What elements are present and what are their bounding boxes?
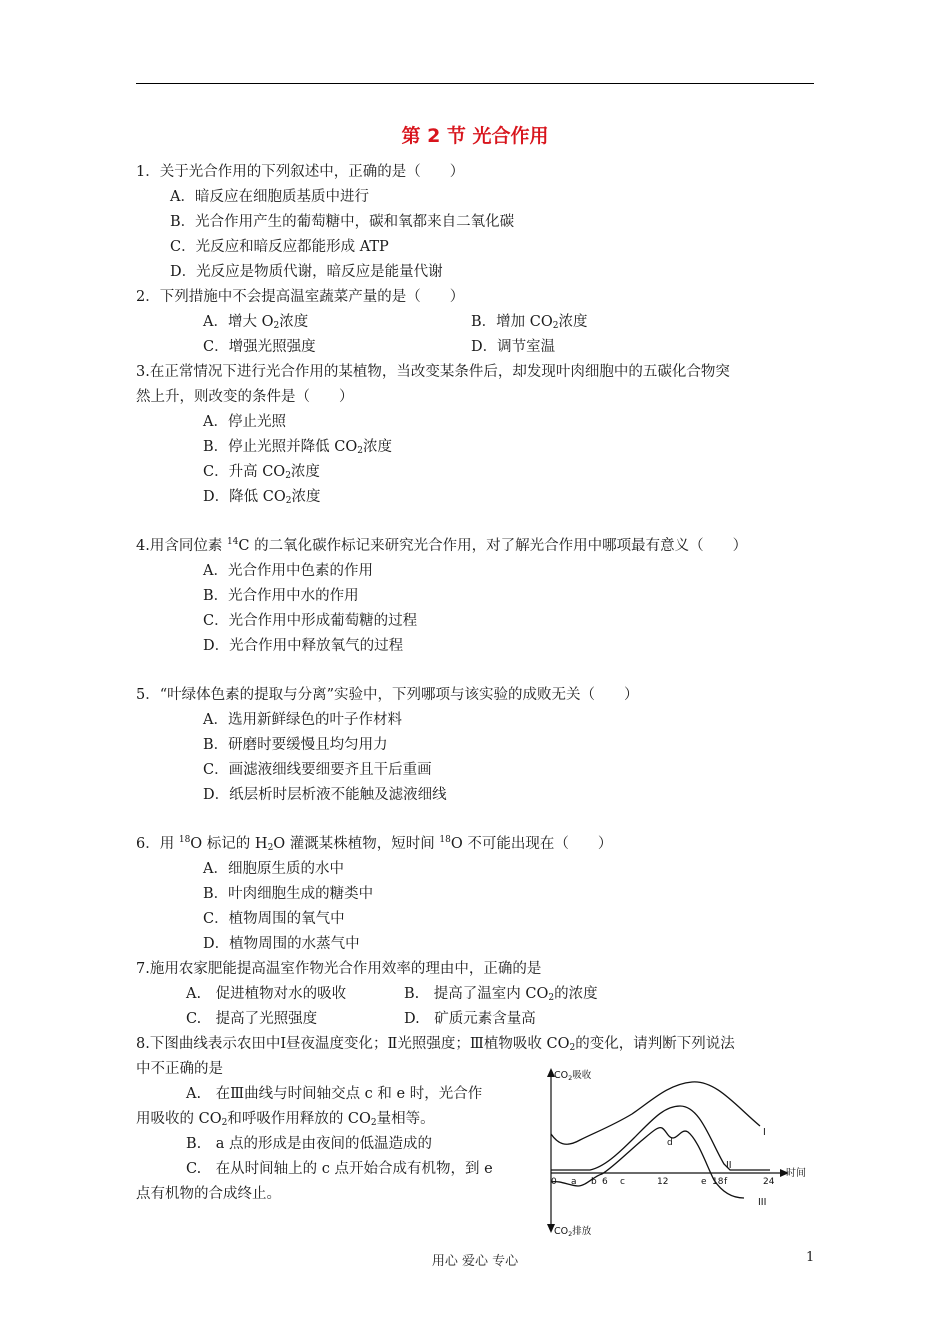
- q8-option-c-line2: 点有机物的合成终止。: [136, 1186, 281, 1202]
- graph-x-label: 时间: [786, 1168, 806, 1179]
- q7-option-c: C. 提高了光照强度: [186, 1011, 318, 1027]
- q2-option-c: C．增强光照强度: [203, 339, 316, 355]
- page-footer: 用心 爱心 专心: [431, 1254, 519, 1269]
- tick-0: 0: [551, 1177, 557, 1187]
- q2-option-a: A．增大 $O_2$浓度: [203, 314, 309, 331]
- q2-option-d: D．调节室温: [471, 339, 556, 355]
- q3-option-a: A．停止光照: [203, 414, 286, 430]
- q7-stem: 7.施用农家肥能提高温室作物光合作用效率的理由中，正确的是: [136, 961, 542, 977]
- q1-stem: 1．关于光合作用的下列叙述中，正确的是（ ）: [136, 164, 465, 180]
- q8-graph: [540, 1066, 820, 1246]
- tick-e: e: [701, 1177, 707, 1187]
- q3-option-b: B．停止光照并降低 $CO_2$浓度: [203, 439, 392, 456]
- q4-option-b: B．光合作用中水的作用: [203, 588, 359, 604]
- tick-a: a: [571, 1177, 577, 1187]
- page-number: 1: [806, 1250, 815, 1265]
- curve-I: [551, 1082, 760, 1144]
- header-rule: [136, 83, 814, 84]
- q8-option-c-line1: C. 在从时间轴上的 c 点开始合成有机物，到 e: [186, 1161, 493, 1177]
- q4-option-d: D．光合作用中释放氧气的过程: [203, 638, 404, 654]
- curve-III-label: III: [758, 1197, 767, 1208]
- q5-option-d: D．纸层析时层析液不能触及滤液细线: [203, 787, 447, 803]
- q5-option-a: A．选用新鲜绿色的叶子作材料: [203, 712, 402, 728]
- curve-II-label: II: [726, 1160, 732, 1171]
- q7-option-d: D. 矿质元素含量高: [404, 1011, 536, 1027]
- tick-12: 12: [657, 1177, 669, 1187]
- q8-option-b: B. a 点的形成是由夜间的低温造成的: [186, 1136, 433, 1152]
- q7-option-b: B. 提高了温室内 $CO_2$的浓度: [404, 986, 598, 1003]
- q7-option-a: A. 促进植物对水的吸收: [186, 986, 347, 1002]
- q8-stem-line1: 8.下图曲线表示农田中Ⅰ昼夜温度变化；Ⅱ光照强度；Ⅲ植物吸收 $CO_2$的变化，请判断下列说法: [136, 1036, 735, 1053]
- tick-18: 18: [712, 1177, 724, 1187]
- tick-f: f: [724, 1177, 728, 1187]
- page-title: 第 2 节 光合作用: [401, 125, 549, 147]
- q6-option-a: A．细胞原生质的水中: [203, 861, 344, 877]
- q8-option-a-line2: 用吸收的 $CO_2$和呼吸作用释放的 $CO_2$量相等。: [136, 1111, 435, 1128]
- q1-option-a: A．暗反应在细胞质基质中进行: [170, 189, 369, 205]
- q4-option-c: C．光合作用中形成葡萄糖的过程: [203, 613, 418, 629]
- q5-option-c: C．画滤液细线要细要齐且干后重画: [203, 762, 432, 778]
- q8-stem-line2: 中不正确的是: [136, 1061, 223, 1077]
- graph-y-top-label: $CO_2$吸收: [554, 1070, 592, 1082]
- q4-stem: 4.用含同位素 $^{14}$C 的二氧化碳作标记来研究光合作用，对了解光合作用中哪项最有意义（ ）: [136, 537, 748, 554]
- graph-y-bottom-label: $CO_2$排放: [554, 1226, 592, 1238]
- curve-III: [551, 1128, 744, 1198]
- q6-stem: 6．用 $^{18}$O 标记的 $H_2O$ 灌溉某株植物，短时间 $^{18}$O 不可能出现在（ ）: [136, 835, 613, 853]
- q3-option-c: C．升高 $CO_2$浓度: [203, 464, 320, 481]
- q2-stem: 2．下列措施中不会提高温室蔬菜产量的是（ ）: [136, 289, 465, 305]
- q3-stem-line1: 3.在正常情况下进行光合作用的某植物，当改变某条件后，却发现叶肉细胞中的五碳化合物突: [136, 364, 730, 380]
- tick-24: 24: [763, 1177, 775, 1187]
- q1-option-b: B．光合作用产生的葡萄糖中，碳和氧都来自二氧化碳: [170, 214, 515, 230]
- q5-stem: 5．“叶绿体色素的提取与分离”实验中，下列哪项与该实验的成败无关（ ）: [136, 687, 639, 703]
- q3-option-d: D．降低 $CO_2$浓度: [203, 489, 321, 506]
- tick-c: c: [620, 1177, 625, 1187]
- q4-option-a: A．光合作用中色素的作用: [203, 563, 373, 579]
- q1-option-c: C．光反应和暗反应都能形成 ATP: [170, 239, 389, 255]
- q3-stem-line2: 然上升，则改变的条件是（ ）: [136, 389, 354, 405]
- tick-6: 6: [602, 1177, 608, 1187]
- q5-option-b: B．研磨时要缓慢且均匀用力: [203, 737, 388, 753]
- q6-option-d: D．植物周围的水蒸气中: [203, 936, 360, 952]
- curve-I-label: I: [763, 1127, 766, 1138]
- tick-b: b: [591, 1177, 597, 1187]
- q1-option-d: D．光反应是物质代谢，暗反应是能量代谢: [170, 264, 443, 280]
- q2-option-b: B．增加 $CO_2$浓度: [471, 314, 588, 331]
- q8-option-a-line1: A. 在Ⅲ曲线与时间轴交点 c 和 e 时，光合作: [186, 1086, 483, 1102]
- q6-option-c: C．植物周围的氧气中: [203, 911, 345, 927]
- point-d-label: d: [667, 1138, 673, 1148]
- q6-option-b: B．叶肉细胞生成的糖类中: [203, 886, 374, 902]
